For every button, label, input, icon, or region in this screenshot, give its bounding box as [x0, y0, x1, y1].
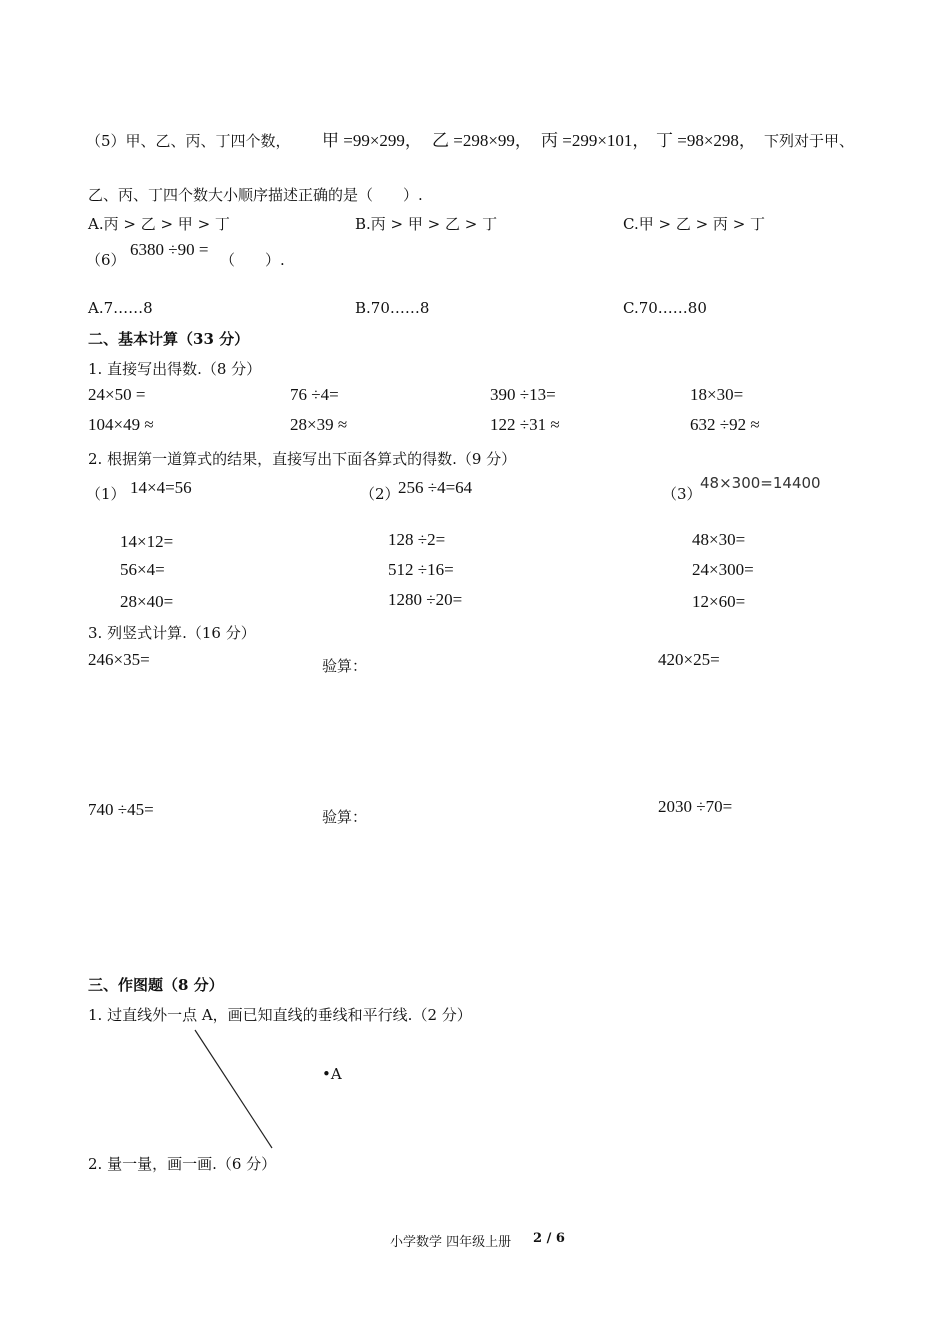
- calc-r1-c3: 390 ÷13=: [490, 385, 556, 404]
- vertical-4: 2030 ÷70=: [658, 797, 733, 816]
- q5-ding: 丁 =98×298，: [656, 131, 756, 150]
- check-label-1: 验算：: [322, 657, 368, 675]
- g3-item-2: 24×300=: [692, 560, 754, 579]
- g1-head: 14×4=56: [130, 478, 192, 497]
- q5-option-a: A.丙 > 乙 > 甲 > 丁: [88, 215, 230, 233]
- g2-label: （2）: [360, 485, 400, 503]
- calc-r2-c1: 104×49 ≈: [88, 415, 154, 434]
- vertical-1: 246×35=: [88, 650, 150, 669]
- section3-title: 三、作图题（8 分）: [88, 976, 224, 994]
- g2-item-3: 1280 ÷20=: [388, 590, 463, 609]
- calc-r2-c4: 632 ÷92 ≈: [690, 415, 760, 434]
- calc-r2-c2: 28×39 ≈: [290, 415, 348, 434]
- s2-p3-title: 3. 列竖式计算.（16 分）: [88, 624, 256, 642]
- q5-bing: 丙 =299×101，: [541, 131, 650, 150]
- s2-p2-title: 2. 根据第一道算式的结果，直接写出下面各算式的得数.（9 分）: [88, 450, 517, 468]
- g3-head: 48×300=14400: [700, 474, 821, 492]
- page-number: 2 / 6: [533, 1231, 565, 1246]
- vertical-2: 420×25=: [658, 650, 720, 669]
- calc-r1-c2: 76 ÷4=: [290, 385, 339, 404]
- g2-item-1: 128 ÷2=: [388, 530, 446, 549]
- q5-option-c: C.甲 > 乙 > 丙 > 丁: [623, 215, 766, 233]
- q5-line2: 乙、丙、丁四个数大小顺序描述正确的是（ ）.: [88, 186, 423, 204]
- q6-option-a: A.7……8: [88, 299, 153, 317]
- q6-option-c: C.70……80: [623, 299, 707, 317]
- check-label-2: 验算：: [322, 808, 368, 826]
- calc-r1-c4: 18×30=: [690, 385, 744, 404]
- q5-line1-suffix: 下列对于甲、: [764, 132, 855, 150]
- vertical-3: 740 ÷45=: [88, 800, 154, 819]
- g2-head: 256 ÷4=64: [398, 478, 473, 497]
- s3-p1-title: 1. 过直线外一点 A，画已知直线的垂线和平行线.（2 分）: [88, 1006, 472, 1024]
- q5-option-b: B.丙 > 甲 > 乙 > 丁: [355, 215, 498, 233]
- footer-left: 小学数学 四年级上册: [390, 1235, 512, 1250]
- calc-r1-c1: 24×50 =: [88, 385, 146, 404]
- q5-jia: 甲 =99×299，: [322, 131, 422, 150]
- g3-label: （3）: [662, 485, 702, 503]
- calc-r2-c3: 122 ÷31 ≈: [490, 415, 560, 434]
- s3-p2-title: 2. 量一量，画一画.（6 分）: [88, 1155, 277, 1173]
- q6-expr: 6380 ÷90 =: [130, 240, 209, 259]
- g1-label: （1）: [86, 485, 126, 503]
- q5-yi: 乙 =298×99，: [432, 131, 532, 150]
- g3-item-3: 12×60=: [692, 592, 746, 611]
- point-a: •A: [322, 1065, 342, 1083]
- g1-item-1: 14×12=: [120, 532, 174, 551]
- s2-p1-title: 1. 直接写出得数.（8 分）: [88, 360, 262, 378]
- section2-title: 二、基本计算（33 分）: [88, 330, 250, 348]
- g2-item-2: 512 ÷16=: [388, 560, 454, 579]
- q6-option-b: B.70……8: [355, 299, 430, 317]
- g1-item-3: 28×40=: [120, 592, 174, 611]
- g1-item-2: 56×4=: [120, 560, 165, 579]
- g3-item-1: 48×30=: [692, 530, 746, 549]
- q6-blank: （ ）.: [220, 251, 285, 269]
- q6-label: （6）: [86, 251, 126, 269]
- given-straight-line[interactable]: [195, 1030, 272, 1148]
- q5-line1-prefix: （5）甲、乙、丙、丁四个数，: [86, 132, 291, 150]
